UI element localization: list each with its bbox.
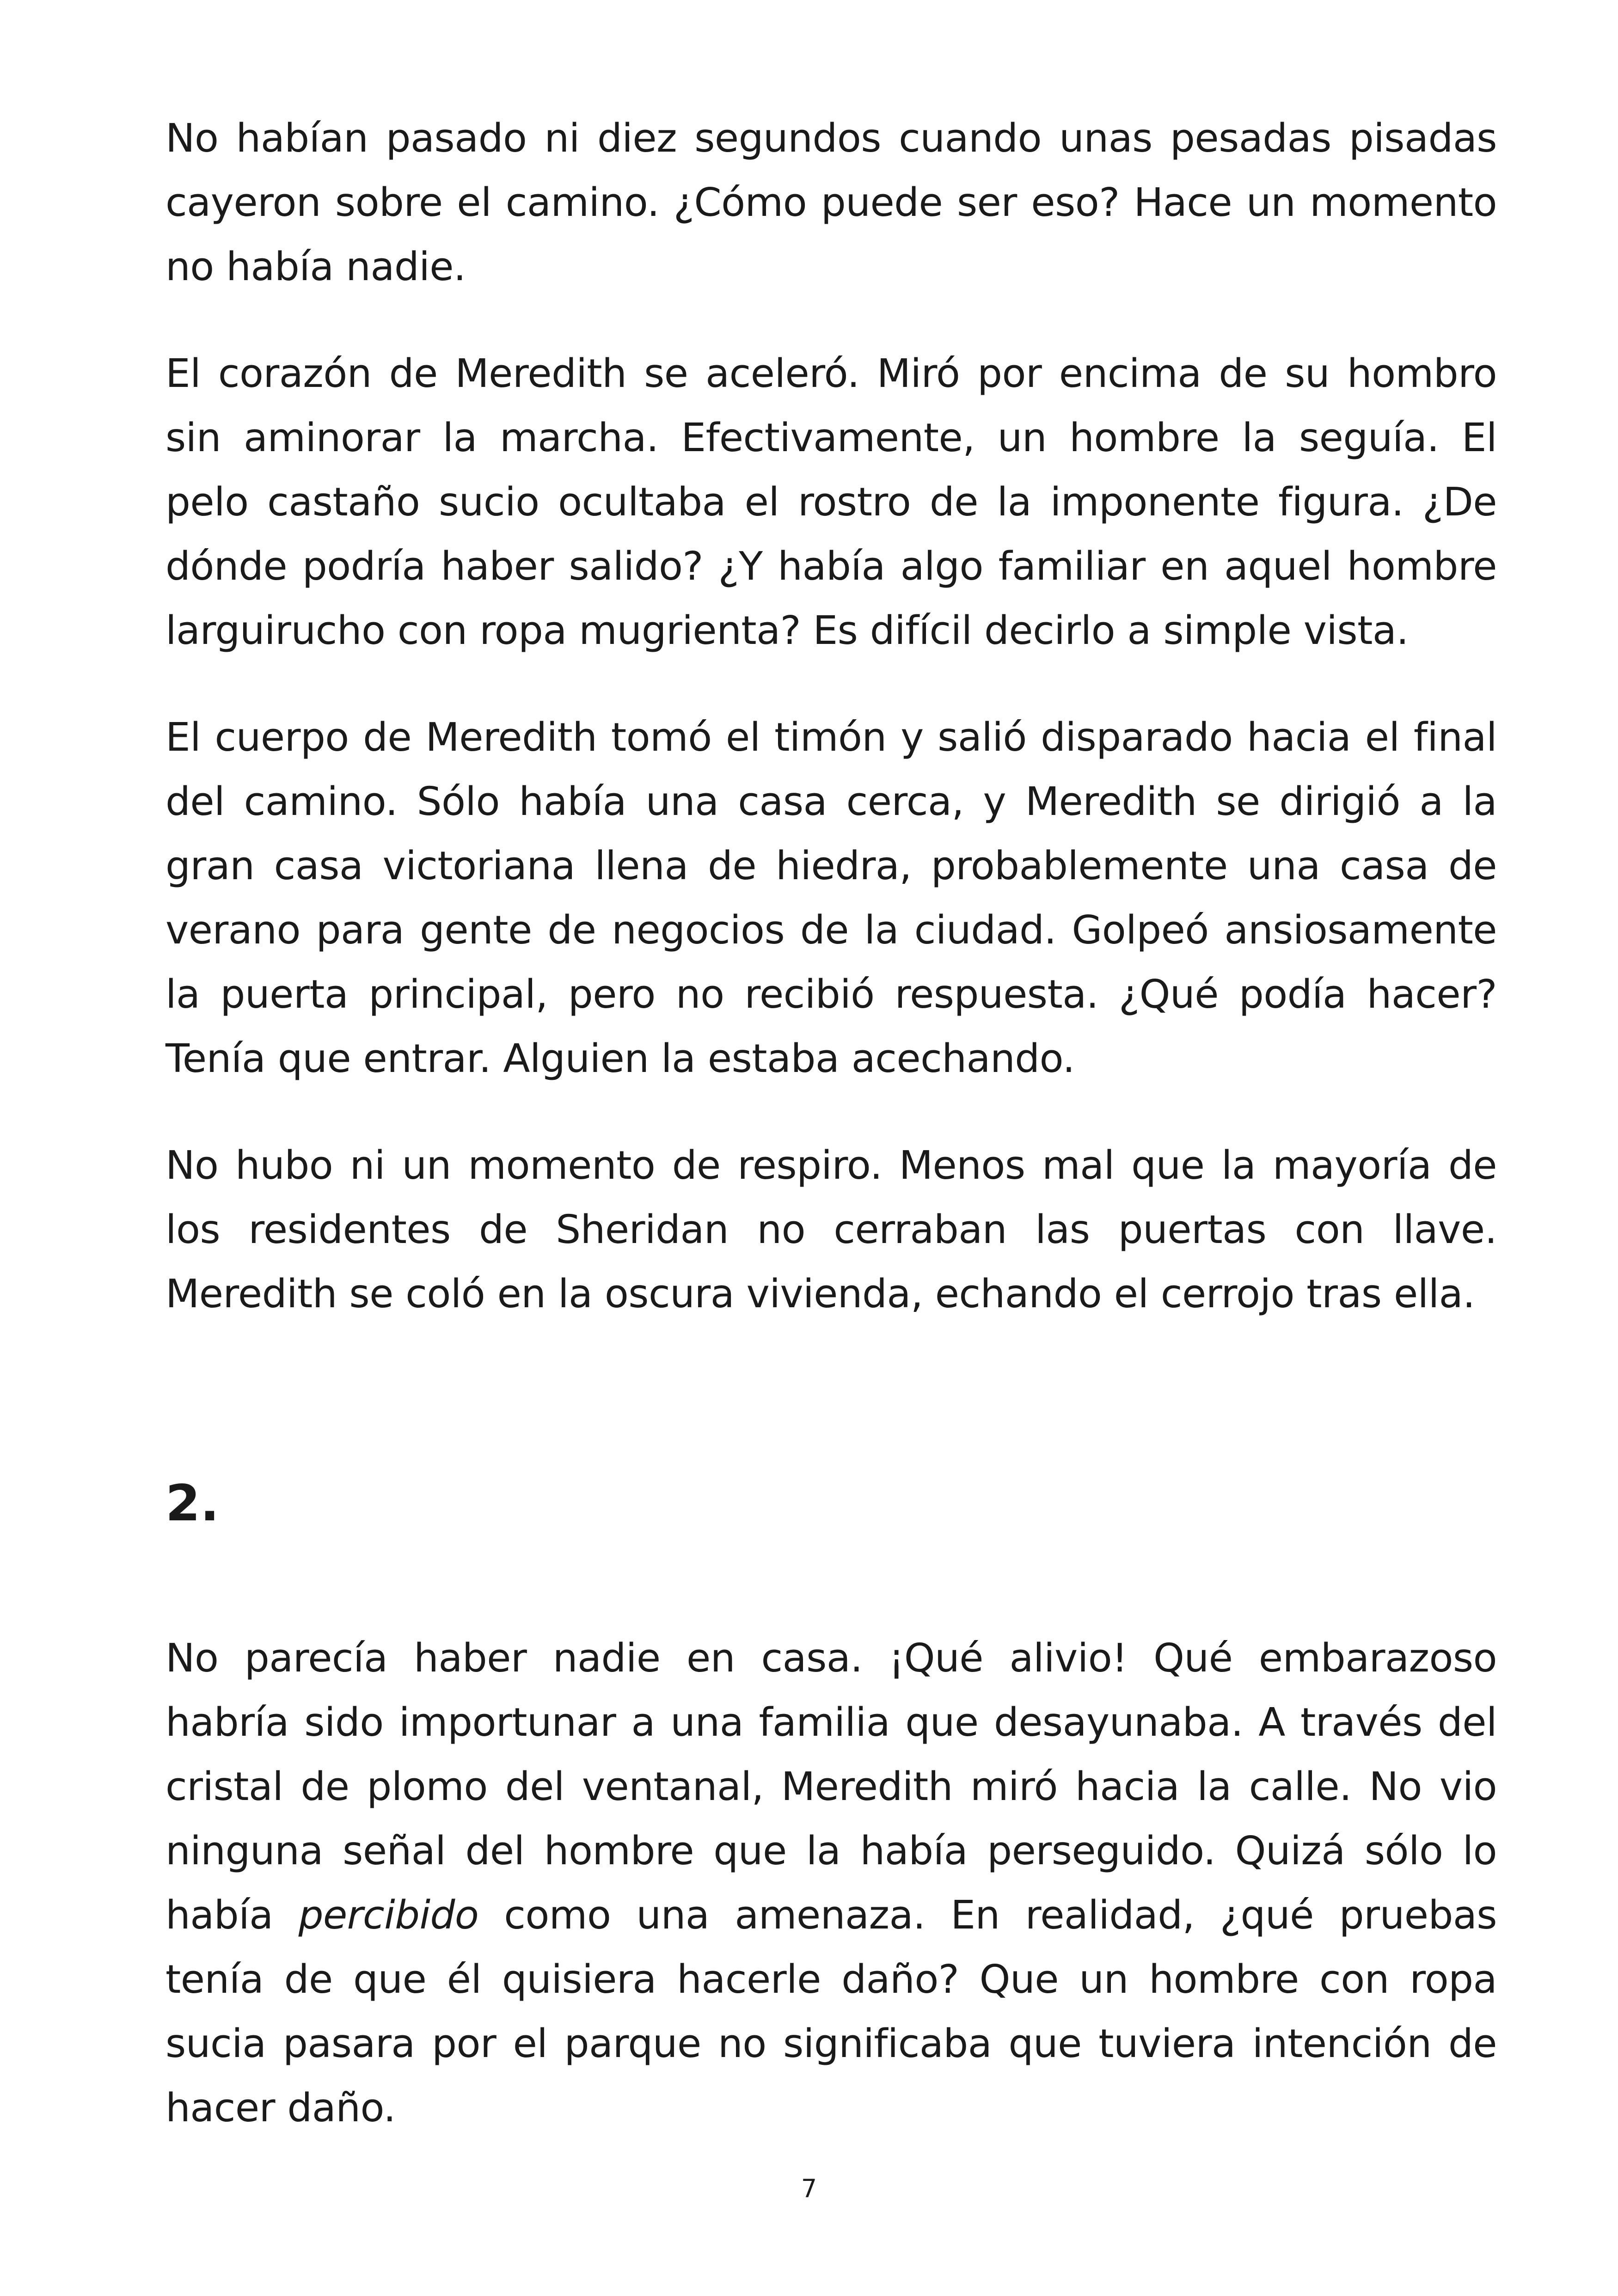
page-body [165, 106, 1497, 2183]
chapter-paragraph-text-start: No parecía haber nadie en casa. ¡Qué alivio! Qué embarazoso habría sido importunar a una familia que desayunaba. A través del cristal de plomo del ventanal, Meredith miró hacia la calle. No vio ninguna señal del hombre que la había perseguido. Quizá sólo lo había [165, 1635, 1497, 1938]
chapter-paragraph-1 [165, 1626, 1497, 2140]
paragraph-1: No habían pasado ni diez segundos cuando unas pesadas pisadas cayeron sobre el camino. ¿Cómo puede ser eso? Hace un momento no había nadie. [165, 116, 1497, 290]
paragraph-4: No hubo ni un momento de respiro. Menos mal que la mayoría de los residentes de Sheridan no cerraban las puertas con llave. Meredith se coló en la oscura vivienda, echando el cerrojo tras ella. [165, 1143, 1497, 1317]
italic-word: percibido [298, 1892, 479, 1938]
paragraph-3: El cuerpo de Meredith tomó el timón y salió disparado hacia el final del camino. Sólo había una casa cerca, y Meredith se dirigió a la gran casa victoriana llena de hiedra, probablemente una casa de verano para gente de negocios de la ciudad. Golpeó ansiosamente la puerta principal, pero no recibió respuesta. ¿Qué podía hacer? Tenía que entrar. Alguien la estaba acechando. [165, 715, 1497, 1082]
chapter-paragraph-text-end: como una amenaza. En realidad, ¿qué pruebas tenía de que él quisiera hacerle daño? Que un hombre con ropa sucia pasara por el parque no significaba que tuviera intención de hacer daño. [165, 1892, 1497, 2131]
page-number: 7 [801, 2174, 817, 2203]
paragraph-2: El corazón de Meredith se aceleró. Miró por encima de su hombro sin aminorar la marcha. Efectivamente, un hombre la seguía. El pelo castaño sucio ocultaba el rostro de la imponente figura. ¿De dónde podría haber salido? ¿Y había algo familiar en aquel hombre larguirucho con ropa mugrienta? Es difícil decirlo a simple vista. [165, 351, 1497, 654]
chapter-heading: 2. [165, 1475, 220, 1532]
